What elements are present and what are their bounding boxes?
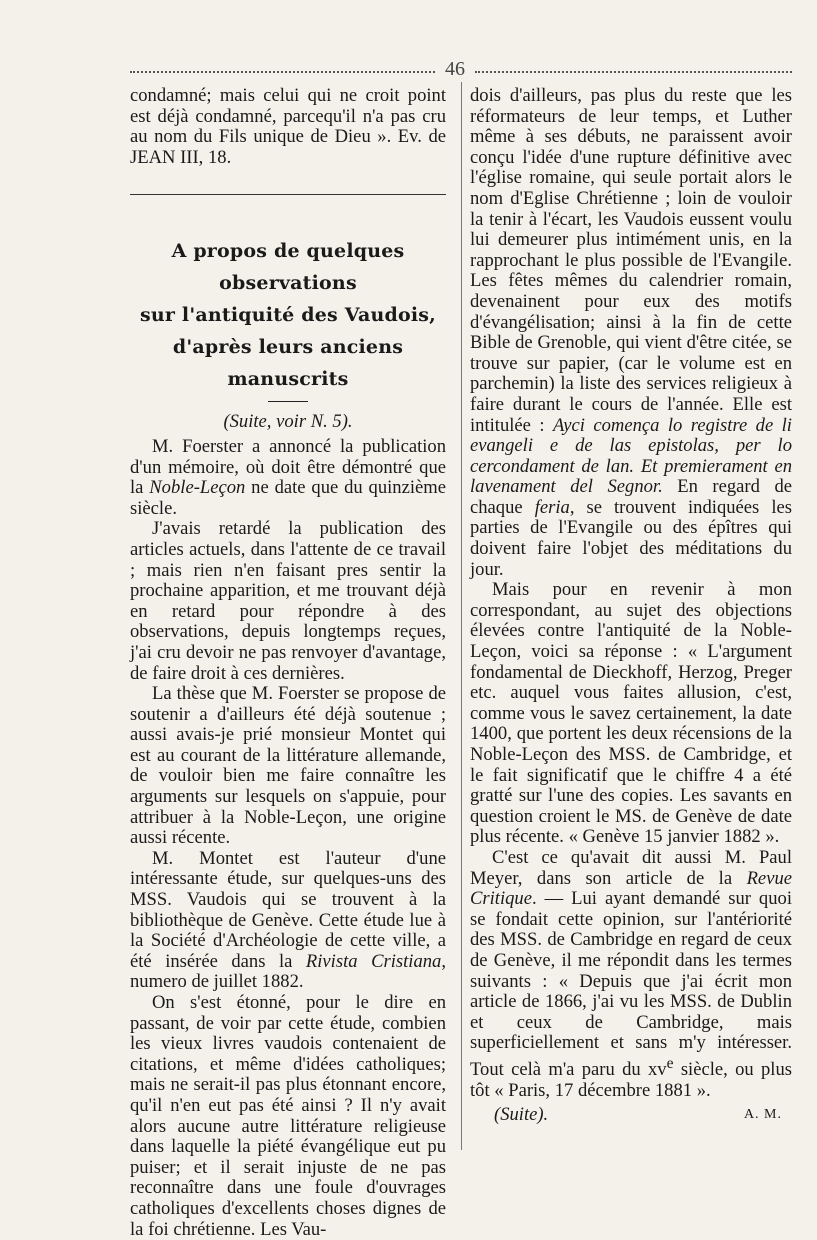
paragraph-text: dois d'ailleurs, pas plus du reste que les réformateurs de leur temps, et Luther même à ses débuts, ne paraissent avoir conçu l'idée d'une rupture définitive avec l'église romaine, qui seule portait alors le nom d'Eglise Chrétienne ; loin de vouloir la tenir à l'écart, les Vaudois eussent voulu lui demeurer plus intimément unis, en la rapprochant le plus possible de l'Evangile. Les fêtes mêmes du calendrier romain, devenainent pour eux des motifs d'évangélisation; ainsi à la fin de cette Bible de Grenoble, qui vient d'être citée, se trouve sur papier, (car le volume est en parchemin) la liste des services religieux à faire durant le cours de l'année. Elle est intitulée : bbox=[470, 85, 792, 436]
paragraph: J'avais retardé la publication des articles actuels, dans l'attente de ce travail ; mais rien n'en faisant pres sentir la prochaine apparition, et me trouvant déjà en retard pour répondre à des observations, depuis longtemps reçues, j'ai cru devoir ne pas renvoyer d'avantage, de faire droit à ces dernières. bbox=[130, 518, 446, 684]
paragraph: On s'est étonné, pour le dire en passant, de voir par cette étude, combien les vieux livres vaudois contenaient de citations, et même d'idées catholiques; mais ne serait-il pas plus étonnant encore, qu'il n'en eut pas été ainsi ? Il n'y avait alors aucune autre littérature religieuse dans laquelle la piété évangélique eut pu puiser; et il serait injuste de ne pas reconnaître dans une foule d'ouvrages catholiques d'excellents choses dignes de la foi chrétienne. Les Vau- bbox=[130, 992, 446, 1240]
header-rule-right bbox=[475, 71, 792, 73]
paragraph: La thèse que M. Foerster se propose de soutenir a d'ailleurs été déjà soutenue ; aussi avais-je prié monsieur Montet qui est au courant de la littérature allemande, de vouloir bien me faire connaître les arguments sur lesquels on s'appuie, pour attribuer à la Noble-Leçon, une origine aussi récente. bbox=[130, 683, 446, 849]
paragraph-text: , numero de juillet 1882. bbox=[130, 950, 446, 993]
header-rule-left bbox=[130, 71, 435, 73]
paragraph bbox=[130, 437, 446, 519]
column-divider bbox=[461, 82, 462, 1150]
paragraph-text: ne date que du quinzième siècle. bbox=[130, 477, 446, 519]
title-line: d'après leurs anciens manuscrits bbox=[172, 336, 404, 391]
paragraph bbox=[470, 848, 792, 1101]
signoff bbox=[470, 1105, 792, 1126]
title-dash bbox=[268, 401, 308, 402]
suite-note: (Suite, voir N. 5). bbox=[223, 411, 353, 433]
paragraph: Mais pour en revenir à mon correspondant, au sujet des objections élevées contre l'antiquité de la Noble-Leçon, voici sa réponse : « L'argument fondamental de Dieckhoff, Herzog, Preger etc. auquel vous faites allusion, c'est, comme vous le savez certainement, la date 1400, que portent les deux récensions de la Noble-Leçon des MSS. de Cambridge, et le fait significatif que le chiffre 4 a été gratté sur l'une des copies. Les savants en question croient le MS. de Genève de date plus récente. « Genève 15 janvier 1882 ». bbox=[470, 579, 792, 848]
section-separator bbox=[130, 194, 446, 195]
author-initials: A. M. bbox=[743, 1107, 782, 1123]
paragraph-text: M. Montet est l'auteur d'une intéressante étude, sur quelques-uns des MSS. Vaudois qui se trouvent à la bibliothèque de Genève. Cette étude lue à la Société d'Archéologie de cette ville, a été insérée dans la bbox=[130, 847, 446, 972]
continued-note: (Suite). bbox=[494, 1104, 549, 1126]
paragraph-emphasis: Ayci comença lo registre de li evangeli e de las epistolas, per lo cercondament de lan. Et premierament en lavenament del Segnor. bbox=[470, 414, 792, 498]
article-title bbox=[130, 235, 446, 395]
paragraph bbox=[470, 86, 792, 580]
page-header bbox=[130, 58, 792, 82]
paragraph-emphasis: Noble-Leçon bbox=[149, 477, 246, 499]
right-column bbox=[470, 86, 792, 1126]
paragraph-text: M. Foerster a annoncé la publication d'un mémoire, où doit être démontré que la bbox=[130, 435, 446, 499]
paragraph-text: C'est ce qu'avait dit aussi M. Paul Meyer, dans son article de la bbox=[470, 846, 792, 889]
title-line: A propos de quelques observations bbox=[171, 240, 405, 295]
title-line: sur l'antiquité des Vaudois, bbox=[140, 304, 436, 327]
paragraph-emphasis: Revue Critique bbox=[470, 867, 792, 910]
paragraph-text: . — Lui ayant demandé sur quoi se fondait cette opinion, sur l'antériorité des MSS. de Cambridge en regard de ceux de Genève, il me répondit dans les termes suivants : « Depuis que j'ai écrit mon article de 1866, j'ai vu les MSS. de Dublin et ceux de Cambridge, mais superficiellement et sans m'y intéresser. Tout celà m'a paru du $xv^e$ siècle, ou plus tôt « Paris, 17 décembre 1881 ». bbox=[470, 888, 793, 1101]
paragraph-emphasis: Rivista Cristiana bbox=[305, 950, 442, 972]
paragraph-emphasis: feria bbox=[534, 496, 570, 518]
page-number: 46 bbox=[445, 58, 465, 80]
paragraph-text: En regard de chaque bbox=[470, 476, 792, 518]
paragraph-text: , se trouvent indiquées les parties de l'Evangile ou des épîtres qui doivent faire l'objet des méditations du jour. bbox=[470, 496, 792, 580]
intro-paragraph: condamné; mais celui qui ne croit point est déjà condamné, parcequ'il n'a pas cru au nom du Fils unique de Dieu ». Ev. de JEAN III, 18. bbox=[130, 85, 446, 168]
left-column bbox=[130, 86, 446, 1240]
paragraph bbox=[130, 849, 446, 993]
